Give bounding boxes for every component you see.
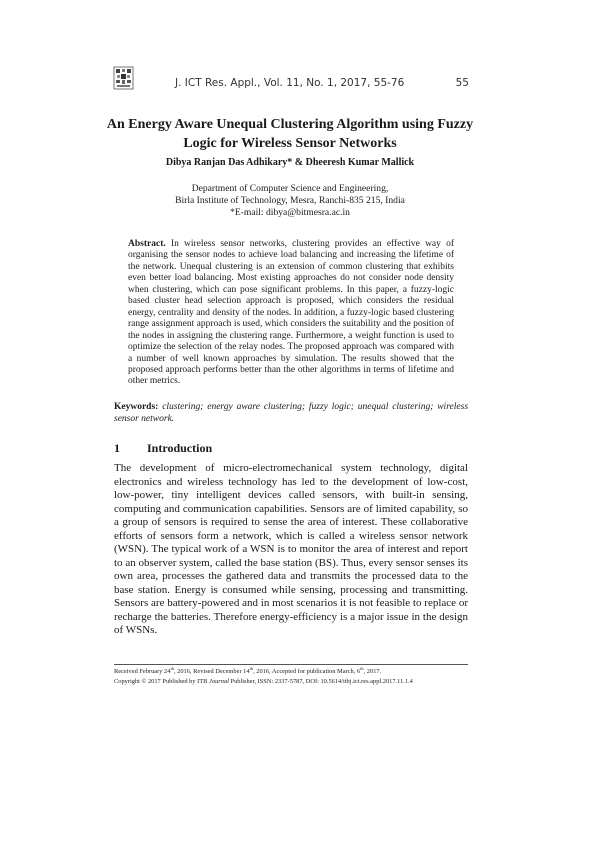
keywords <box>114 402 468 425</box>
ordinal-suffix: th <box>249 665 254 671</box>
received-date: Received February 24 <box>114 668 171 675</box>
accepted-date: , 2016, Accepted for publication March, 6 <box>253 668 361 675</box>
introduction-paragraph: The development of micro-electromechanical system technology, digital electronics and wireless technology has led to the development of low-cost, low-power, tiny intelligent devices called sensors, with built-in sensing, computing and communication capabilities. Sensors are of limited capability, so a group of sensors is required to sense the area of interest. These collaborative efforts of sensors form a network, which is called a wireless sensor network (WSN). The typical work of a WSN is to monitor the area of interest and report to an observer system, called the base station (BS). Thus, every sensor senses its own area, processes the gathered data and transmits the processed data to the base station. Energy is consumed while sensing, processing and transmitting. Sensors are battery-powered and in most scenarios it is not feasible to replace or recharge the batteries. Therefore energy-efficiency is a major issue in the design of WSNs. <box>114 462 468 636</box>
copyright-journal: Journal <box>209 677 229 685</box>
affiliation-institute: Birla Institute of Technology, Mesra, Ranchi-835 215, India <box>175 194 405 206</box>
journal-logo-icon <box>113 66 134 90</box>
ordinal-suffix: th <box>170 665 174 671</box>
publication-history <box>114 667 474 677</box>
authors: Dibya Ranjan Das Adhikary* & Dheeresh Kumar Mallick <box>165 157 415 168</box>
journal-reference: J. ICT Res. Appl., Vol. 11, No. 1, 2017, 55-76 <box>175 77 405 89</box>
author-email: *E-mail: dibya@bitmesra.ac.in <box>230 206 350 218</box>
affiliation-department: Department of Computer Science and Engineering, <box>191 183 389 194</box>
copyright-doi: Publisher, ISSN: 2337-5787, DOI: 10.5614/itbj.ict.res.appl.2017.11.1.4 <box>228 677 413 685</box>
footer-divider <box>114 664 468 665</box>
copyright-text: Copyright © 2017 Published by ITB <box>114 677 210 685</box>
affiliation <box>95 183 485 218</box>
abstract-text: In wireless sensor networks, clustering provides an effective way of organising the sensor nodes to achieve load balancing and increasing the lifetime of the network. Unequal clustering is an extension of common clustering that exhibits even better load balancing. Most existing approaches do not consider node density when clustering, which can pose significant problems. In this paper, a fuzzy-logic based cluster head selection approach is proposed, which considers the residual energy, centrality and density of the nodes. In addition, a fuzzy-logic based clustering range assignment approach is used, which considers the suitability and the position of the nodes in assigning the clustering range. Furthermore, a weight function is used to optimize the selection of the relay nodes. The proposed approach was compared with a number of well known approaches by simulation. The results showed that the proposed approach performs better than the other algorithms in terms of lifetime and other metrics. <box>128 239 454 387</box>
footer <box>114 667 474 686</box>
accepted-year: , 2017. <box>363 668 382 675</box>
section-number: 1 <box>114 441 120 455</box>
abstract <box>128 239 454 388</box>
revised-date: , 2016, Revised December 14 <box>173 668 250 675</box>
ordinal-suffix: th <box>360 665 364 671</box>
copyright-line <box>114 677 474 687</box>
section-title: Introduction <box>147 441 213 455</box>
page-number: 55 <box>455 77 469 89</box>
paper-title: An Energy Aware Unequal Clustering Algorithm using Fuzzy Logic for Wireless Sensor Networks <box>106 117 474 151</box>
keywords-label: Keywords: <box>114 402 159 412</box>
abstract-label: Abstract. <box>128 239 166 249</box>
keywords-text: clustering; energy aware clustering; fuzzy logic; unequal clustering; wireless sensor network. <box>114 402 469 424</box>
